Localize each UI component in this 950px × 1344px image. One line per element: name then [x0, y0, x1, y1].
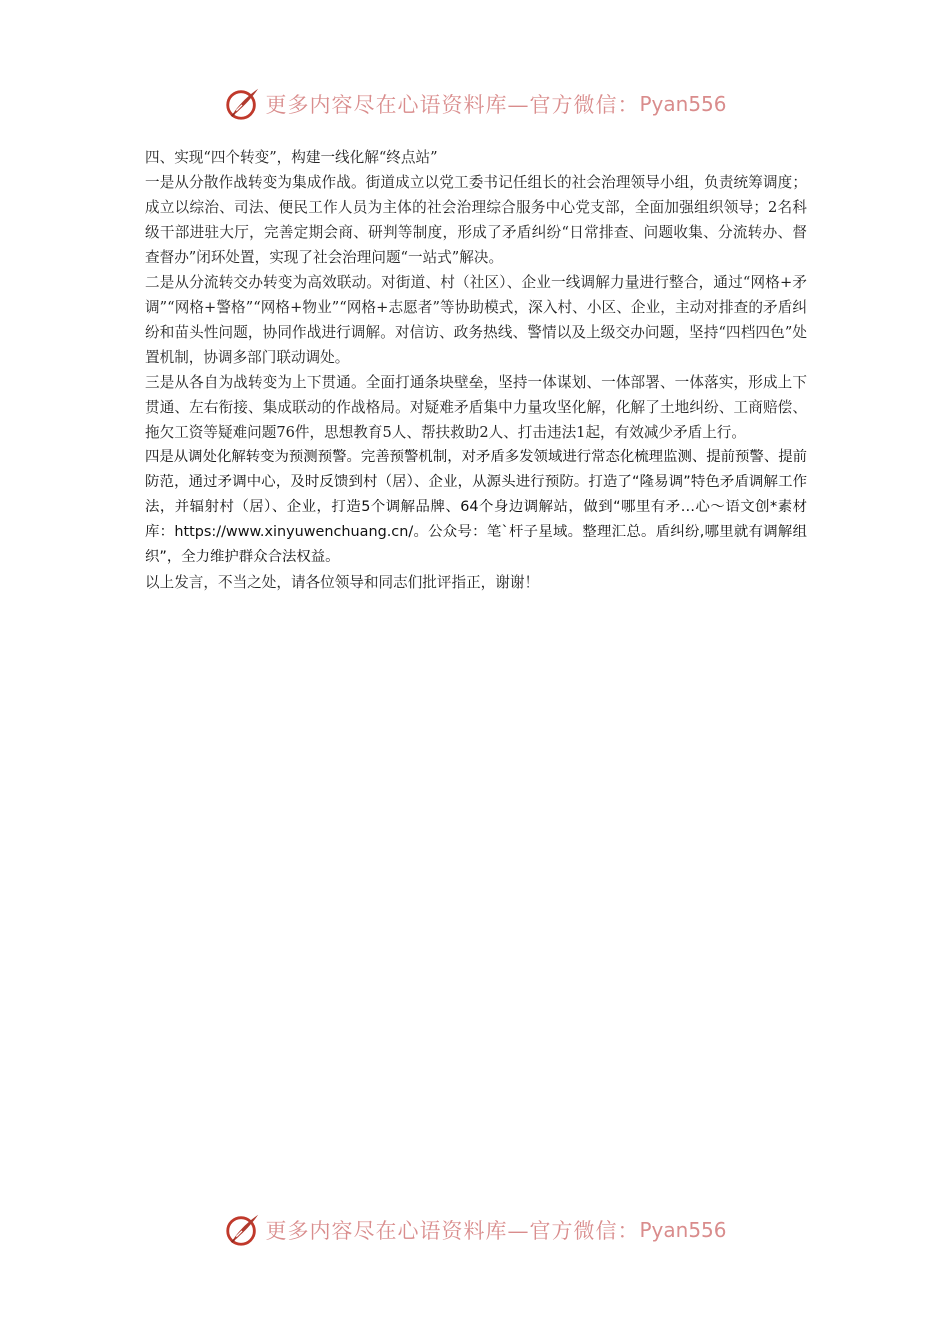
section-title: 四、实现“四个转变”，构建一线化解“终点站”: [145, 149, 438, 166]
banner-text: 更多内容尽在心语资料库—官方微信：: [265, 93, 640, 117]
document-body: [145, 145, 807, 595]
paragraph-1: 一是从分散作战转变为集成作战。街道成立以党工委书记任组长的社会治理领导小组，负责统筹调度；成立以综治、司法、便民工作人员为主体的社会治理综合服务中心党支部，全面加强组织领导；2名科级干部进驻大厅，完善定期会商、研判等制度，形成了矛盾纠纷“日常排查、问题收集、分流转办、督查督办”闭环处置，实现了社会治理问题“一站式”解决。: [145, 174, 807, 266]
banner-wechat-id: Pyan556: [639, 1218, 727, 1242]
quill-logo-icon: [223, 85, 261, 123]
header-banner: [0, 84, 950, 124]
paragraph-3: 三是从各自为战转变为上下贯通。全面打通条块壁垒，坚持一体谋划、一体部署、一体落实，形成上下贯通、左右衔接、集成联动的作战格局。对疑难矛盾集中力量攻坚化解，化解了土地纠纷、工商赔偿、拖欠工资等疑难问题76件，思想教育5人、帮扶救助2人、打击违法1起，有效减少矛盾上行。: [145, 374, 807, 441]
closing-remark: 以上发言，不当之处，请各位领导和同志们批评指正，谢谢！: [145, 574, 540, 591]
banner-text: 更多内容尽在心语资料库—官方微信：: [265, 1219, 640, 1243]
footer-banner: [0, 1210, 950, 1250]
paragraph-2: 二是从分流转交办转变为高效联动。对街道、村（社区）、企业一线调解力量进行整合，通过“网格+矛调”“网格+警格”“网格+物业”“网格+志愿者”等协助模式，深入村、小区、企业，主动对排查的矛盾纠纷和苗头性问题，协同作战进行调解。对信访、政务热线、警情以及上级交办问题，坚持“四档四色”处置机制，协调多部门联动调处。: [145, 274, 807, 366]
banner-wechat-id: Pyan556: [639, 92, 727, 116]
quill-logo-icon: [223, 1211, 261, 1249]
paragraph-4: 四是从调处化解转变为预测预警。完善预警机制，对矛盾多发领域进行常态化梳理监测、提前预警、提前防范，通过矛调中心，及时反馈到村（居）、企业，从源头进行预防。打造了“隆易调”特色矛盾调解工作法，并辐射村（居）、企业，打造5个调解品牌、64个身边调解站，做到“哪里有矛…心～语文创*素材库：https://www.xinyuwenchuang.cn/。公众号：笔`杆子星域。整理汇总。盾纠纷,哪里就有调解组织”，全力维护群众合法权益。: [145, 449, 807, 565]
